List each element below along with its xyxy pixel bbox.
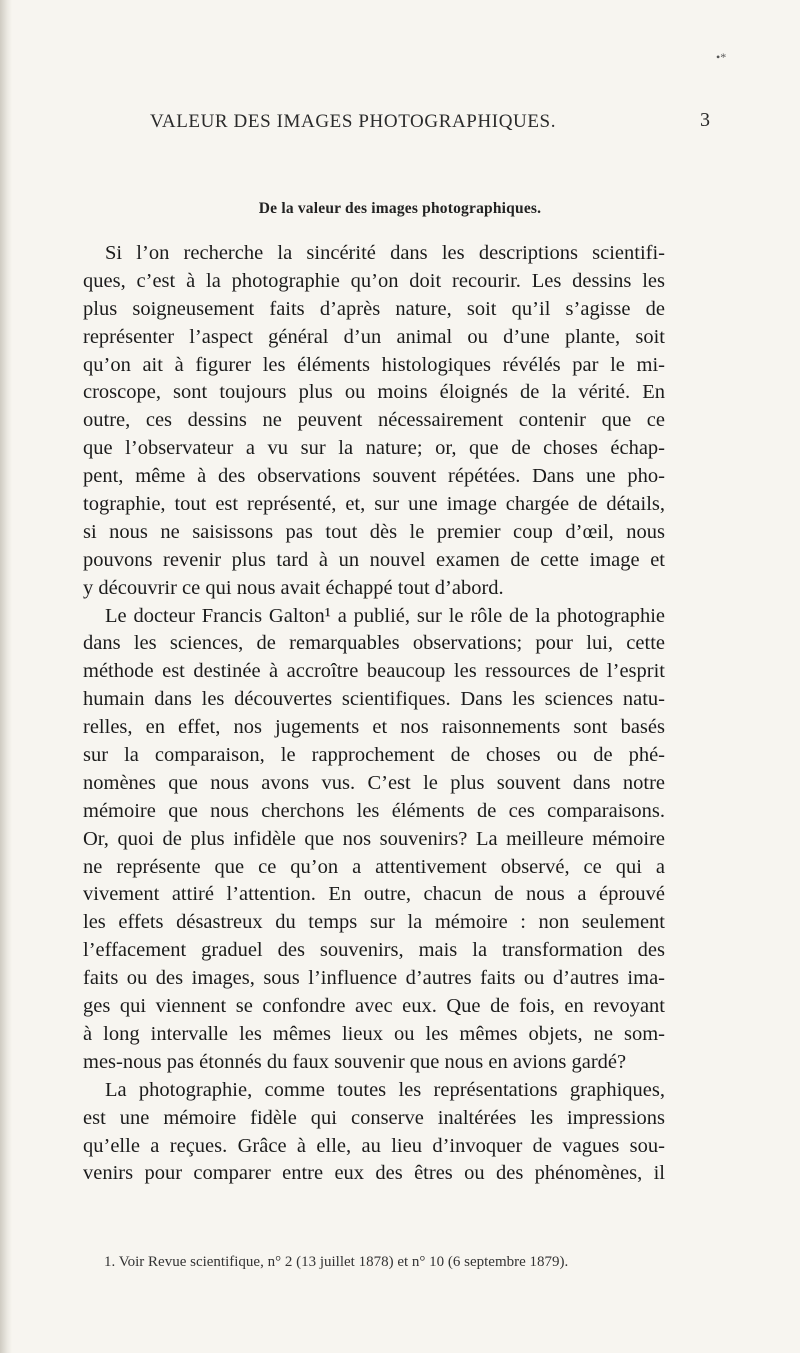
text-line: si nous ne saisissons pas tout dès le premier coup d’œil, nous bbox=[83, 520, 665, 543]
text-line: l’effacement graduel des souvenirs, mais la transformation des bbox=[83, 939, 665, 962]
text-line: ques, c’est à la photographie qu’on doit recourir. Les dessins les bbox=[83, 269, 665, 292]
text-line: est une mémoire fidèle qui conserve inaltérées les impressions bbox=[83, 1106, 665, 1129]
text-line: représenter l’aspect général d’un animal ou d’une plante, soit bbox=[83, 325, 665, 348]
text-line: sur la comparaison, le rapprochement de choses ou de phé- bbox=[83, 744, 665, 767]
section-heading: De la valeur des images photographiques. bbox=[258, 200, 542, 217]
text-line: que l’observateur a vu sur la nature; or, que de choses échap- bbox=[83, 437, 665, 460]
text-line: La photographie, comme toutes les représentations graphiques, bbox=[105, 1078, 665, 1101]
text-line: pent, même à des observations souvent répétées. Dans une pho- bbox=[83, 465, 665, 488]
running-title: VALEUR DES IMAGES PHOTOGRAPHIQUES. bbox=[150, 111, 557, 132]
text-line: venirs pour comparer entre eux des êtres ou des phénomènes, il bbox=[83, 1162, 665, 1185]
text-line: qu’on ait à figurer les éléments histologiques révélés par le mi- bbox=[83, 353, 665, 376]
text-line: Si l’on recherche la sincérité dans les descriptions scientifi- bbox=[105, 242, 665, 264]
text-line: mes-nous pas étonnés du faux souvenir que nous en avions gardé? bbox=[83, 1050, 627, 1073]
body-text bbox=[83, 240, 665, 1188]
text-line: les effets désastreux du temps sur la mémoire : non seulement bbox=[83, 911, 665, 934]
text-line: à long intervalle les mêmes lieux ou les mêmes objets, ne som- bbox=[83, 1022, 665, 1045]
text-line: nomènes que nous avons vus. C’est le plus souvent dans notre bbox=[83, 771, 665, 794]
text-line: ges qui viennent se confondre avec eux. Que de fois, en revoyant bbox=[83, 995, 665, 1018]
footnote bbox=[104, 1254, 684, 1271]
text-line: Or, quoi de plus infidèle que nos souvenirs? La meilleure mémoire bbox=[83, 827, 665, 850]
text-line: dans les sciences, de remarquables observations; pour lui, cette bbox=[83, 632, 665, 655]
page-number: 3 bbox=[700, 109, 710, 131]
text-line: tographie, tout est représenté, et, sur une image chargée de détails, bbox=[83, 493, 665, 516]
text-line: faits ou des images, sous l’influence d’autres faits ou d’autres ima- bbox=[83, 967, 665, 990]
text-line: qu’elle a reçues. Grâce à elle, au lieu d’invoquer de vagues sou- bbox=[83, 1134, 665, 1157]
text-line: humain dans les découvertes scientifiques. Dans les sciences natu- bbox=[83, 688, 665, 711]
footnote-text: Voir Revue scientifique, n° 2 (13 juillet 1878) et n° 10 (6 septembre 1879). bbox=[118, 1254, 569, 1270]
text-line: Le docteur Francis Galton¹ a publié, sur le rôle de la photographie bbox=[105, 604, 665, 627]
text-line: mémoire que nous cherchons les éléments de ces comparaisons. bbox=[83, 799, 665, 822]
footnote-marker: 1. bbox=[104, 1254, 116, 1270]
text-line: plus soigneusement faits d’après nature, soit qu’il s’agisse de bbox=[83, 297, 665, 320]
text-line: pouvons revenir plus tard à un nouvel examen de cette image et bbox=[83, 548, 665, 571]
text-line: vivement attiré l’attention. En outre, chacun de nous a éprouvé bbox=[83, 883, 665, 906]
text-line: outre, ces dessins ne peuvent nécessairement contenir que ce bbox=[83, 409, 665, 432]
text-line: méthode est destinée à accroître beaucoup les ressources de l’esprit bbox=[83, 660, 665, 683]
text-line: croscope, sont toujours plus ou moins éloignés de la vérité. En bbox=[83, 381, 665, 404]
corner-mark: •* bbox=[716, 50, 727, 64]
text-line: ne représente que ce qu’on a attentivement observé, ce qui a bbox=[83, 855, 665, 878]
text-line: y découvrir ce qui nous avait échappé tout d’abord. bbox=[83, 576, 504, 599]
text-line: relles, en effet, nos jugements et nos raisonnements sont basés bbox=[83, 716, 665, 739]
